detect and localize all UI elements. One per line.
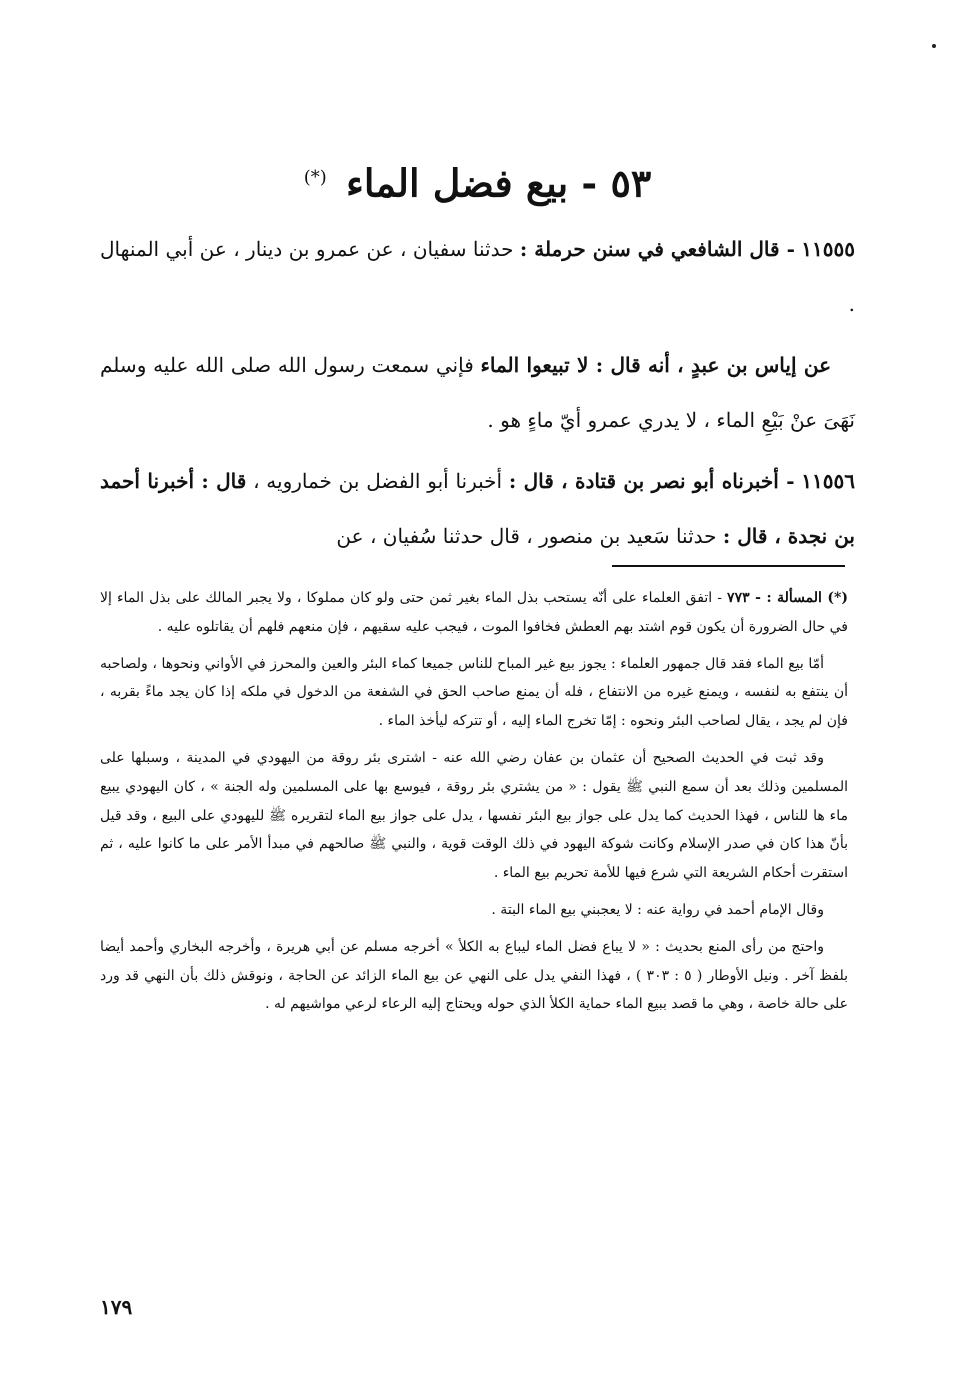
hadith-text-3a: أخبرنا أبو الفضل بن خمارويه ،	[253, 469, 503, 493]
footnote-5: واحتج من رأى المنع بحديث : « لا يباع فضل الماء ليباع به الكلأ » أخرجه مسلم عن أبي هريرة ، وأخرجه البخاري وأحمد أيضا بلفظ آخر . ونيل الأوطار ( ٥ : ٣٠٣ ) ، فهذا النفي يدل على النهي عن بيع الماء الزائد عن الحاجة ، ونوقش ذلك بأن النهي قد ورد على حالة خاصة ، وهي ما قصد ببيع الماء حماية الكلأ الذي حوله ويحتاج إليه الرعاء لرعي مواشيهم له .	[100, 938, 849, 1013]
ink-speck	[932, 44, 936, 48]
footnote-separator	[612, 565, 845, 567]
chapter-title-text: بيع فضل الماء	[346, 160, 569, 206]
hadith-lead-3: - أخبرناه أبو نصر بن قتادة ، قال :	[508, 469, 795, 493]
chapter-title	[100, 148, 855, 214]
hadith-number-1: ١١٥٥٥	[801, 237, 855, 261]
footnote-4: وقال الإمام أحمد في رواية عنه : لا يعجبني بيع الماء البتة .	[491, 901, 824, 918]
hadith-text-2: فإني سمعت رسول الله صلى الله عليه وسلم نَهَىَ عنْ بَيْعِ الماء ، لا يدري عمرو أيّ ماءٍ هو .	[100, 353, 855, 432]
hadith-lead-3b: قال : أخبرنا أحمد بن نجدة ، قال :	[100, 469, 855, 548]
footnote-1	[100, 584, 848, 642]
chapter-number: ٥٣	[610, 160, 652, 206]
chapter-dash: -	[581, 160, 598, 206]
hadith-text-3b: حدثنا سَعيد بن منصور ، قال حدثنا سُفيان ، عن	[336, 524, 717, 548]
footnote-1-lead: (*) المسألة : - ٧٧٣	[727, 590, 848, 606]
footnote-1-text: - اتفق العلماء على أنّه يستحب بذل الماء بغير ثمن حتى ولو كان مملوكا ، ولا يجبر المالك على بذل الماء إلا في حال الضرورة أن يكون قوم اشتد بهم العطش فخافوا الموت ، فيجب عليه سقيهم ، فإن منعهم فلهم أن يقاتلوه عليه .	[100, 590, 848, 635]
footnote-marker: (*)	[303, 167, 327, 188]
hadith-paragraph-1	[100, 222, 855, 332]
footnotes	[100, 584, 848, 1027]
hadith-lead-1: - قال الشافعي في سنن حرملة :	[519, 237, 795, 261]
hadith-paragraph-2	[100, 338, 855, 448]
hadith-text-1: حدثنا سفيان ، عن عمرو بن دينار ، عن أبي المنهال .	[100, 237, 855, 316]
footnote-3: وقد ثبت في الحديث الصحيح أن عثمان بن عفان رضي الله عنه - اشترى بئر روقة من اليهودي في المدينة ، وسبلها على المسلمين وذلك بعد أن سمع النبي ﷺ يقول : « من يشتري بئر روقة ، فيوسع بها على المسلمين وله الجنة » ، كان اليهودي يبيع ماء ها للناس ، فهذا الحديث كما يدل على جواز بيع البئر نفسها ، يدل على جواز بيع الماء لتقريره ﷺ لليهودي على البيع ، وقد قيل بأنّ هذا كان في صدر الإسلام وكانت شوكة اليهود في ذلك الوقت قوية ، والنبي ﷺ صالحهم في مبدأ الأمر على ما كانوا عليه ، ثم استقرت أحكام الشريعة التي شرع فيها للأمة تحريم بيع الماء .	[100, 749, 848, 882]
hadith-number-3: ١١٥٥٦	[801, 469, 856, 493]
main-text	[100, 222, 855, 570]
footnote-2: أمّا بيع الماء فقد قال جمهور العلماء : يجوز بيع غير المباح للناس جميعا كماء البئر والعين والمحرز في الأواني ونحوها ، ولصاحبه أن ينتفع به لنفسه ، ويمنع غيره من الانتفاع ، فله أن يمنع صاحب الحق في الشفعة من الدخول في ملكه إذا كان يجد ماءً بقربه ، فإن لم يجد ، يقال لصاحب البئر ونحوه : إمّا تخرج الماء إليه ، أو تتركه ليأخذ الماء .	[100, 655, 848, 730]
page-number: ١٧٩	[100, 1295, 133, 1319]
hadith-paragraph-3	[100, 454, 855, 564]
hadith-lead-2: عن إياس بن عبدٍ ، أنه قال : لا تبيعوا الماء	[480, 353, 831, 377]
